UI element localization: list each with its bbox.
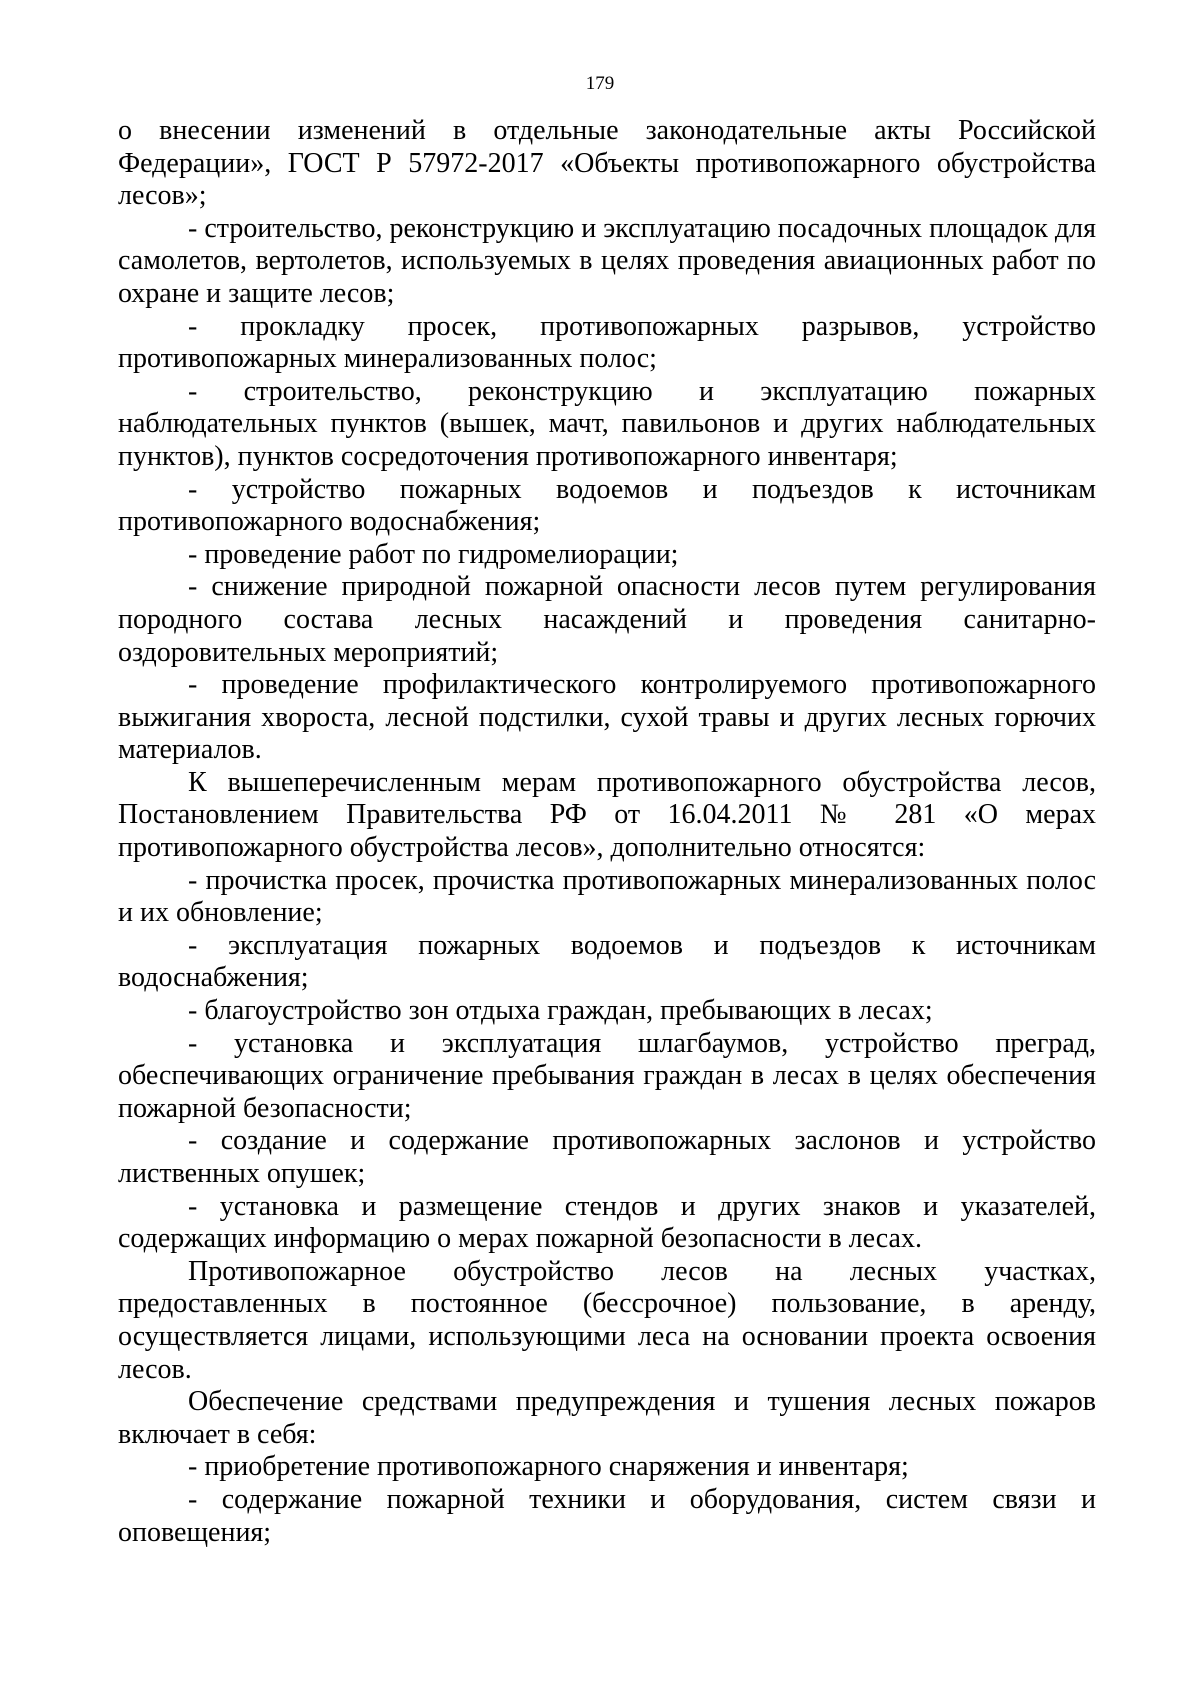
paragraph: Обеспечение средствами предупреждения и тушения лесных пожаров включает в себя: xyxy=(118,1386,1096,1450)
list-item: - приобретение противопожарного снаряжения и инвентаря; xyxy=(188,1451,909,1483)
list-item: - проведение профилактического контролируемого противопожарного выжигания хвороста, лесной подстилки, сухой травы и других лесных горючих материалов. xyxy=(118,669,1096,766)
document-body xyxy=(118,115,1096,1549)
paragraph: Противопожарное обустройство лесов на лесных участках, предоставленных в постоянное (бессрочное) пользование, в аренду, осуществляется лицами, использующими леса на основании проекта освоения лесов. xyxy=(118,1255,1096,1385)
list-item: - строительство, реконструкцию и эксплуатацию пожарных наблюдательных пунктов (вышек, мачт, павильонов и других наблюдательных пунктов), пунктов сосредоточения противопожарного инвентаря; xyxy=(118,375,1096,472)
list-item: - строительство, реконструкцию и эксплуатацию посадочных площадок для самолетов, вертолетов, используемых в целях проведения авиационных работ по охране и защите лесов; xyxy=(118,212,1096,309)
list-item: - проведение работ по гидромелиорации; xyxy=(188,538,679,570)
paragraph-continuation: о внесении изменений в отдельные законодательные акты Российской Федерации», ГОСТ Р 57972-2017 «Объекты противопожарного обустройства лесов»; xyxy=(118,115,1096,212)
list-item: - эксплуатация пожарных водоемов и подъездов к источникам водоснабжения; xyxy=(118,929,1096,994)
list-item: - благоустройство зон отдыха граждан, пребывающих в лесах; xyxy=(188,995,933,1027)
list-item: - прочистка просек, прочистка противопожарных минерализованных полос и их обновление; xyxy=(118,864,1096,929)
list-item: - установка и эксплуатация шлагбаумов, устройство преград, обеспечивающих ограничение пребывания граждан в лесах в целях обеспечения пожарной безопасности; xyxy=(118,1027,1096,1124)
list-item: - установка и размещение стендов и других знаков и указателей, содержащих информацию о мерах пожарной безопасности в лесах. xyxy=(118,1190,1096,1255)
paragraph: К вышеперечисленным мерам противопожарного обустройства лесов, Постановлением Правительства РФ от 16.04.2011 № 281 «О мерах противопожарного обустройства лесов», дополнительно относятся: xyxy=(118,766,1096,864)
list-item: - снижение природной пожарной опасности лесов путем регулирования породного состава лесных насаждений и проведения санитарно-оздоровительных мероприятий; xyxy=(118,571,1096,668)
list-item: - устройство пожарных водоемов и подъездов к источникам противопожарного водоснабжения; xyxy=(118,473,1096,538)
page-number: 179 xyxy=(585,73,615,94)
list-item: - прокладку просек, противопожарных разрывов, устройство противопожарных минерализованных полос; xyxy=(118,310,1096,375)
list-item: - создание и содержание противопожарных заслонов и устройство лиственных опушек; xyxy=(118,1125,1096,1189)
list-item: - содержание пожарной техники и оборудования, систем связи и оповещения; xyxy=(118,1483,1096,1548)
